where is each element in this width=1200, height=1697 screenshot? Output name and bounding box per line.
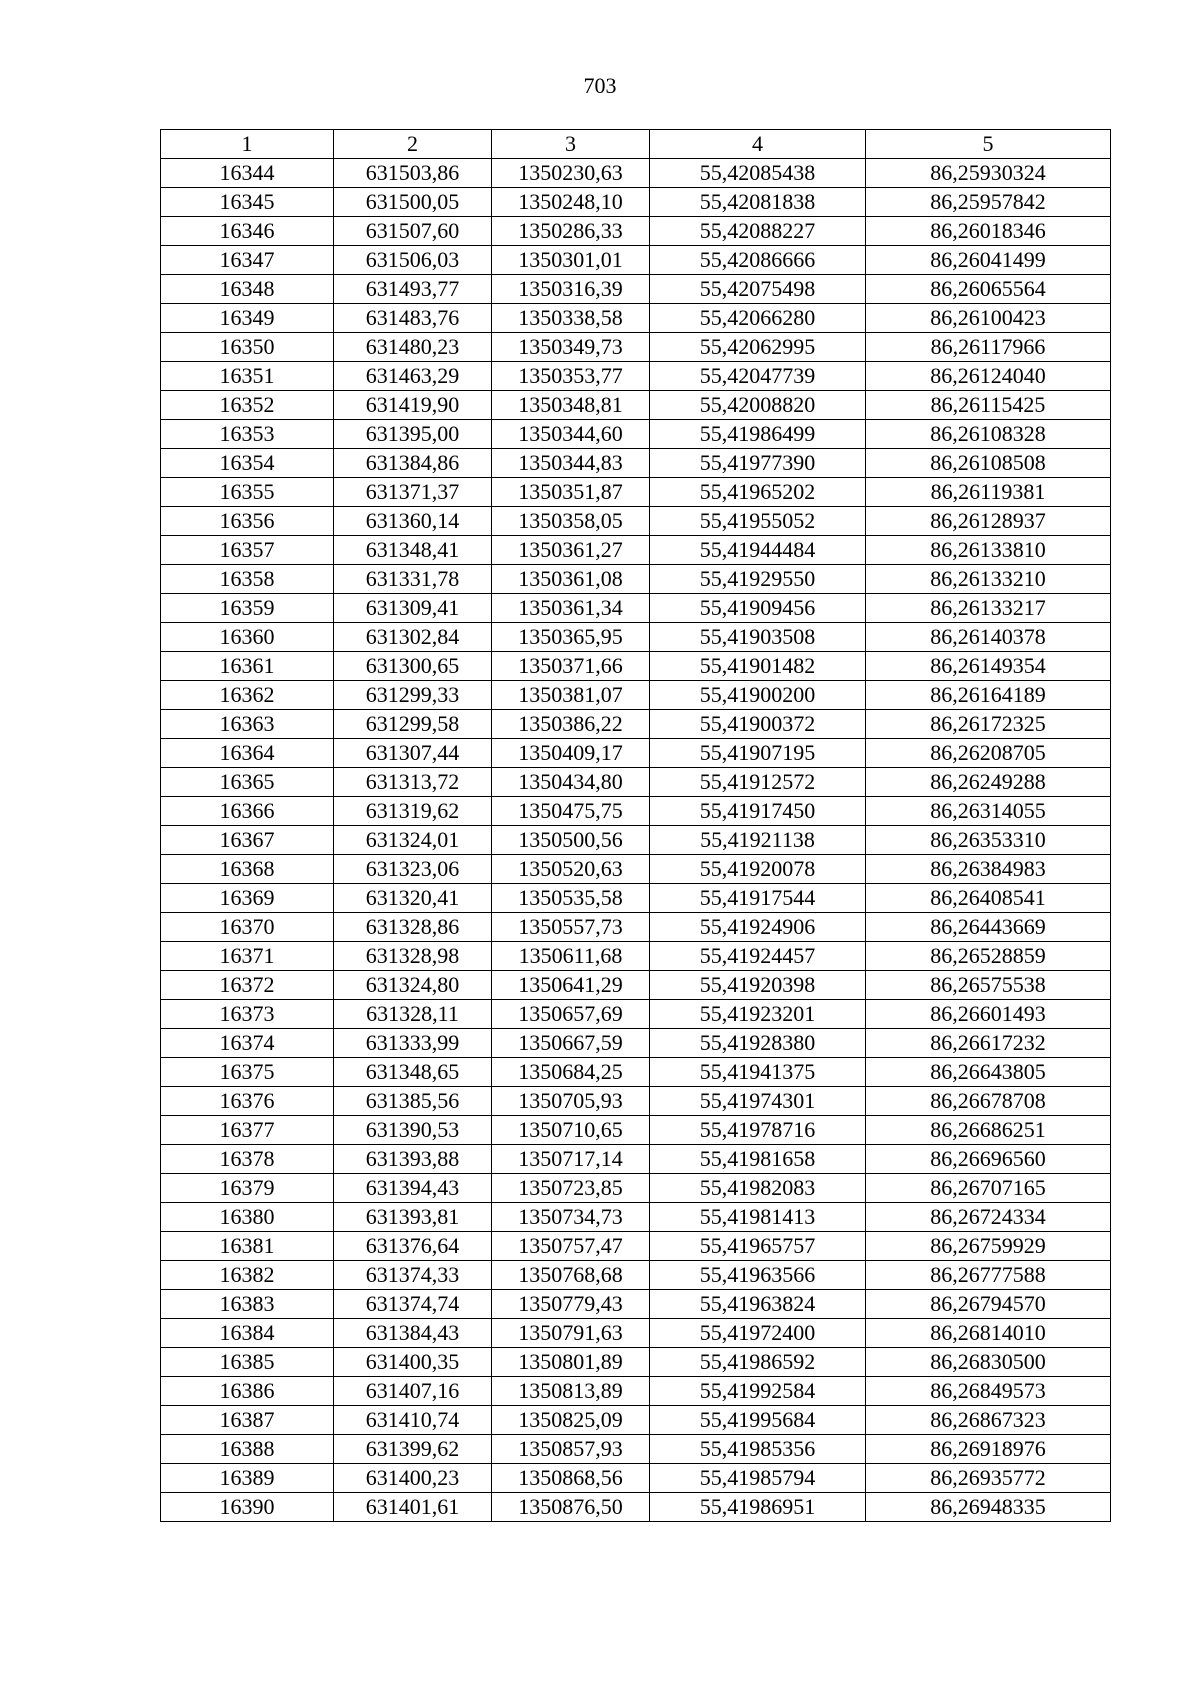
table-cell: 86,26133217 [866,594,1111,623]
table-cell: 631360,14 [334,507,492,536]
table-cell: 631307,44 [334,739,492,768]
table-cell: 86,26133810 [866,536,1111,565]
table-cell: 55,41981658 [650,1145,866,1174]
table-row [161,1261,1111,1290]
table-cell: 631309,41 [334,594,492,623]
table-row [161,1000,1111,1029]
table-cell: 16386 [161,1377,334,1406]
table-row [161,855,1111,884]
table-cell: 1350667,59 [492,1029,650,1058]
table-cell: 16385 [161,1348,334,1377]
table-cell: 86,25957842 [866,188,1111,217]
table-cell: 16369 [161,884,334,913]
table-row [161,1464,1111,1493]
table-cell: 1350286,33 [492,217,650,246]
table-cell: 631324,01 [334,826,492,855]
table-cell: 1350353,77 [492,362,650,391]
table-row [161,565,1111,594]
table-row [161,681,1111,710]
table-cell: 1350734,73 [492,1203,650,1232]
table-cell: 86,26172325 [866,710,1111,739]
table-header-row [161,130,1111,159]
table-row [161,768,1111,797]
table-cell: 86,26041499 [866,246,1111,275]
table-cell: 631506,03 [334,246,492,275]
table-cell: 1350641,29 [492,971,650,1000]
table-cell: 631374,74 [334,1290,492,1319]
table-cell: 86,26724334 [866,1203,1111,1232]
table-cell: 1350791,63 [492,1319,650,1348]
table-cell: 16388 [161,1435,334,1464]
table-cell: 1350657,69 [492,1000,650,1029]
table-row [161,1377,1111,1406]
table-cell: 16356 [161,507,334,536]
table-cell: 86,26528859 [866,942,1111,971]
table-cell: 16381 [161,1232,334,1261]
column-header-2: 2 [334,130,492,159]
table-cell: 55,41972400 [650,1319,866,1348]
table-cell: 631376,64 [334,1232,492,1261]
table-row [161,1319,1111,1348]
table-cell: 631384,43 [334,1319,492,1348]
table-cell: 16374 [161,1029,334,1058]
table-cell: 631419,90 [334,391,492,420]
table-cell: 631393,88 [334,1145,492,1174]
table-cell: 16362 [161,681,334,710]
table-cell: 55,41900200 [650,681,866,710]
table-cell: 86,26601493 [866,1000,1111,1029]
table-cell: 86,26353310 [866,826,1111,855]
table-cell: 16347 [161,246,334,275]
table-row [161,304,1111,333]
table-cell: 55,41965202 [650,478,866,507]
table-cell: 55,41920078 [650,855,866,884]
table-cell: 55,41941375 [650,1058,866,1087]
table-cell: 86,26617232 [866,1029,1111,1058]
table-cell: 631394,43 [334,1174,492,1203]
table-cell: 631400,35 [334,1348,492,1377]
table-cell: 1350705,93 [492,1087,650,1116]
table-cell: 86,26575538 [866,971,1111,1000]
coordinates-table [160,129,1111,1522]
table-cell: 86,26065564 [866,275,1111,304]
table-row [161,594,1111,623]
table-cell: 631393,81 [334,1203,492,1232]
table-cell: 631299,33 [334,681,492,710]
table-cell: 86,26408541 [866,884,1111,913]
table-cell: 86,26849573 [866,1377,1111,1406]
table-cell: 16354 [161,449,334,478]
table-cell: 55,41995684 [650,1406,866,1435]
table-row [161,1145,1111,1174]
table-cell: 55,41986499 [650,420,866,449]
table-cell: 631463,29 [334,362,492,391]
table-row [161,1348,1111,1377]
table-cell: 55,42085438 [650,159,866,188]
table-cell: 631407,16 [334,1377,492,1406]
column-header-5: 5 [866,130,1111,159]
table-cell: 631399,62 [334,1435,492,1464]
table-cell: 55,42088227 [650,217,866,246]
table-cell: 631331,78 [334,565,492,594]
table-cell: 55,41917450 [650,797,866,826]
table-cell: 16367 [161,826,334,855]
table-cell: 16350 [161,333,334,362]
table-cell: 16384 [161,1319,334,1348]
table-cell: 631395,00 [334,420,492,449]
table-cell: 55,41986951 [650,1493,866,1522]
table-cell: 631493,77 [334,275,492,304]
table-cell: 16387 [161,1406,334,1435]
table-row [161,797,1111,826]
table-cell: 86,26119381 [866,478,1111,507]
table-cell: 16383 [161,1290,334,1319]
table-row [161,710,1111,739]
table-cell: 55,41963566 [650,1261,866,1290]
table-cell: 55,42086666 [650,246,866,275]
table-cell: 86,26117966 [866,333,1111,362]
table-cell: 16364 [161,739,334,768]
page-number: 703 [583,73,617,98]
table-cell: 55,41923201 [650,1000,866,1029]
table-cell: 55,41986592 [650,1348,866,1377]
table-cell: 55,41929550 [650,565,866,594]
table-row [161,623,1111,652]
table-cell: 55,41900372 [650,710,866,739]
table-cell: 55,42047739 [650,362,866,391]
table-cell: 1350779,43 [492,1290,650,1319]
table-cell: 16370 [161,913,334,942]
table-row [161,1029,1111,1058]
table-cell: 86,26115425 [866,391,1111,420]
table-cell: 1350344,60 [492,420,650,449]
table-row [161,449,1111,478]
table-cell: 86,26814010 [866,1319,1111,1348]
table-cell: 16375 [161,1058,334,1087]
table-cell: 55,41928380 [650,1029,866,1058]
table-row [161,942,1111,971]
table-cell: 16344 [161,159,334,188]
table-cell: 631319,62 [334,797,492,826]
table-cell: 55,41978716 [650,1116,866,1145]
table-cell: 1350611,68 [492,942,650,971]
table-cell: 1350348,81 [492,391,650,420]
table-cell: 55,42075498 [650,275,866,304]
column-header-1: 1 [161,130,334,159]
table-cell: 631348,41 [334,536,492,565]
table-row [161,1493,1111,1522]
table-row [161,275,1111,304]
table-cell: 16382 [161,1261,334,1290]
table-cell: 55,41985356 [650,1435,866,1464]
table-cell: 1350801,89 [492,1348,650,1377]
table-row [161,536,1111,565]
table-cell: 55,41924457 [650,942,866,971]
table-cell: 16363 [161,710,334,739]
table-cell: 1350409,17 [492,739,650,768]
table-cell: 86,26830500 [866,1348,1111,1377]
table-cell: 1350500,56 [492,826,650,855]
table-cell: 55,41992584 [650,1377,866,1406]
table-cell: 1350475,75 [492,797,650,826]
table-cell: 631328,86 [334,913,492,942]
table-cell: 16346 [161,217,334,246]
table-cell: 1350351,87 [492,478,650,507]
table-row [161,333,1111,362]
table-cell: 631333,99 [334,1029,492,1058]
table-cell: 1350301,01 [492,246,650,275]
table-row [161,971,1111,1000]
table-cell: 1350361,27 [492,536,650,565]
table-cell: 16373 [161,1000,334,1029]
table-cell: 55,41907195 [650,739,866,768]
table-cell: 16358 [161,565,334,594]
table-cell: 55,41944484 [650,536,866,565]
table-cell: 86,26133210 [866,565,1111,594]
table-cell: 631483,76 [334,304,492,333]
table-cell: 16378 [161,1145,334,1174]
table-cell: 1350535,58 [492,884,650,913]
table-cell: 16361 [161,652,334,681]
table-cell: 86,26759929 [866,1232,1111,1261]
table-row [161,507,1111,536]
table-cell: 631302,84 [334,623,492,652]
table-cell: 1350316,39 [492,275,650,304]
table-cell: 86,26696560 [866,1145,1111,1174]
table-cell: 1350857,93 [492,1435,650,1464]
table-cell: 631500,05 [334,188,492,217]
table-cell: 1350338,58 [492,304,650,333]
table-cell: 86,26124040 [866,362,1111,391]
table-cell: 1350371,66 [492,652,650,681]
table-cell: 55,41982083 [650,1174,866,1203]
table-cell: 16351 [161,362,334,391]
table-row [161,188,1111,217]
table-cell: 16365 [161,768,334,797]
table-row [161,739,1111,768]
table-cell: 631503,86 [334,159,492,188]
table-cell: 55,42062995 [650,333,866,362]
table-cell: 631374,33 [334,1261,492,1290]
table-cell: 631385,56 [334,1087,492,1116]
table-cell: 86,26149354 [866,652,1111,681]
table-cell: 16360 [161,623,334,652]
table-cell: 86,26108328 [866,420,1111,449]
table-cell: 1350717,14 [492,1145,650,1174]
table-cell: 55,41985794 [650,1464,866,1493]
table-cell: 1350768,68 [492,1261,650,1290]
table-cell: 86,26948335 [866,1493,1111,1522]
table-cell: 55,42066280 [650,304,866,333]
table-cell: 86,26678708 [866,1087,1111,1116]
table-row [161,362,1111,391]
table-cell: 631390,53 [334,1116,492,1145]
table-cell: 1350358,05 [492,507,650,536]
table-cell: 631507,60 [334,217,492,246]
table-cell: 631400,23 [334,1464,492,1493]
table-cell: 1350868,56 [492,1464,650,1493]
table-cell: 16355 [161,478,334,507]
table-cell: 86,25930324 [866,159,1111,188]
table-cell: 631323,06 [334,855,492,884]
table-cell: 55,42008820 [650,391,866,420]
table-row [161,884,1111,913]
table-cell: 631348,65 [334,1058,492,1087]
table-cell: 55,41974301 [650,1087,866,1116]
table-row [161,1203,1111,1232]
table-row [161,217,1111,246]
table-cell: 16357 [161,536,334,565]
column-header-3: 3 [492,130,650,159]
table-cell: 1350876,50 [492,1493,650,1522]
table-cell: 16348 [161,275,334,304]
table-cell: 86,26443669 [866,913,1111,942]
table-row [161,1290,1111,1319]
table-cell: 1350344,83 [492,449,650,478]
table-cell: 16349 [161,304,334,333]
table-cell: 1350381,07 [492,681,650,710]
table-body [161,159,1111,1522]
table-cell: 86,26918976 [866,1435,1111,1464]
table-cell: 16389 [161,1464,334,1493]
table-cell: 16366 [161,797,334,826]
table-row [161,478,1111,507]
table-cell: 86,26643805 [866,1058,1111,1087]
table-cell: 55,41965757 [650,1232,866,1261]
table-row [161,1232,1111,1261]
table-cell: 1350434,80 [492,768,650,797]
table-cell: 1350757,47 [492,1232,650,1261]
table-cell: 631313,72 [334,768,492,797]
table-row [161,652,1111,681]
table-cell: 1350230,63 [492,159,650,188]
table-row [161,1087,1111,1116]
table-cell: 631371,37 [334,478,492,507]
table-cell: 55,41981413 [650,1203,866,1232]
table-cell: 16359 [161,594,334,623]
table-cell: 1350365,95 [492,623,650,652]
table-cell: 631324,80 [334,971,492,1000]
table-cell: 631410,74 [334,1406,492,1435]
table-cell: 16372 [161,971,334,1000]
table-cell: 55,41909456 [650,594,866,623]
table-cell: 1350825,09 [492,1406,650,1435]
table-row [161,391,1111,420]
table-cell: 86,26777588 [866,1261,1111,1290]
table-cell: 86,26249288 [866,768,1111,797]
table-cell: 631320,41 [334,884,492,913]
table-cell: 16380 [161,1203,334,1232]
table-cell: 16379 [161,1174,334,1203]
table-cell: 55,41912572 [650,768,866,797]
table-cell: 55,41917544 [650,884,866,913]
table-cell: 86,26707165 [866,1174,1111,1203]
table-row [161,1058,1111,1087]
table-cell: 86,26867323 [866,1406,1111,1435]
table-row [161,913,1111,942]
table-cell: 55,41963824 [650,1290,866,1319]
table-cell: 16377 [161,1116,334,1145]
table-cell: 86,26018346 [866,217,1111,246]
table-cell: 55,41920398 [650,971,866,1000]
table-row [161,1435,1111,1464]
table-cell: 1350386,22 [492,710,650,739]
table-cell: 631328,98 [334,942,492,971]
table-cell: 86,26794570 [866,1290,1111,1319]
table-cell: 16345 [161,188,334,217]
table-cell: 1350710,65 [492,1116,650,1145]
table-cell: 1350684,25 [492,1058,650,1087]
table-cell: 1350723,85 [492,1174,650,1203]
table-cell: 631401,61 [334,1493,492,1522]
column-header-4: 4 [650,130,866,159]
table-cell: 86,26100423 [866,304,1111,333]
table-cell: 631299,58 [334,710,492,739]
table-cell: 55,41955052 [650,507,866,536]
table-row [161,1174,1111,1203]
table-cell: 16353 [161,420,334,449]
table-row [161,1406,1111,1435]
table-cell: 55,41901482 [650,652,866,681]
table-cell: 55,41921138 [650,826,866,855]
table-cell: 55,42081838 [650,188,866,217]
table-cell: 631480,23 [334,333,492,362]
table-cell: 86,26164189 [866,681,1111,710]
table-cell: 1350361,34 [492,594,650,623]
table-cell: 86,26935772 [866,1464,1111,1493]
table-cell: 16352 [161,391,334,420]
table-cell: 86,26314055 [866,797,1111,826]
table-cell: 86,26208705 [866,739,1111,768]
table-cell: 631328,11 [334,1000,492,1029]
table-cell: 86,26128937 [866,507,1111,536]
table-cell: 1350557,73 [492,913,650,942]
table-cell: 16371 [161,942,334,971]
table-cell: 1350520,63 [492,855,650,884]
table-cell: 86,26140378 [866,623,1111,652]
table-cell: 1350248,10 [492,188,650,217]
table-row [161,159,1111,188]
table-cell: 631300,65 [334,652,492,681]
table-cell: 16368 [161,855,334,884]
table-cell: 86,26686251 [866,1116,1111,1145]
table-cell: 1350813,89 [492,1377,650,1406]
table-cell: 16376 [161,1087,334,1116]
table-cell: 16390 [161,1493,334,1522]
table-cell: 55,41924906 [650,913,866,942]
table-cell: 55,41903508 [650,623,866,652]
table-cell: 631384,86 [334,449,492,478]
table-cell: 86,26384983 [866,855,1111,884]
table-row [161,1116,1111,1145]
table-cell: 86,26108508 [866,449,1111,478]
table-cell: 55,41977390 [650,449,866,478]
table-cell: 1350349,73 [492,333,650,362]
table-cell: 1350361,08 [492,565,650,594]
table-row [161,826,1111,855]
table-row [161,246,1111,275]
table-row [161,420,1111,449]
